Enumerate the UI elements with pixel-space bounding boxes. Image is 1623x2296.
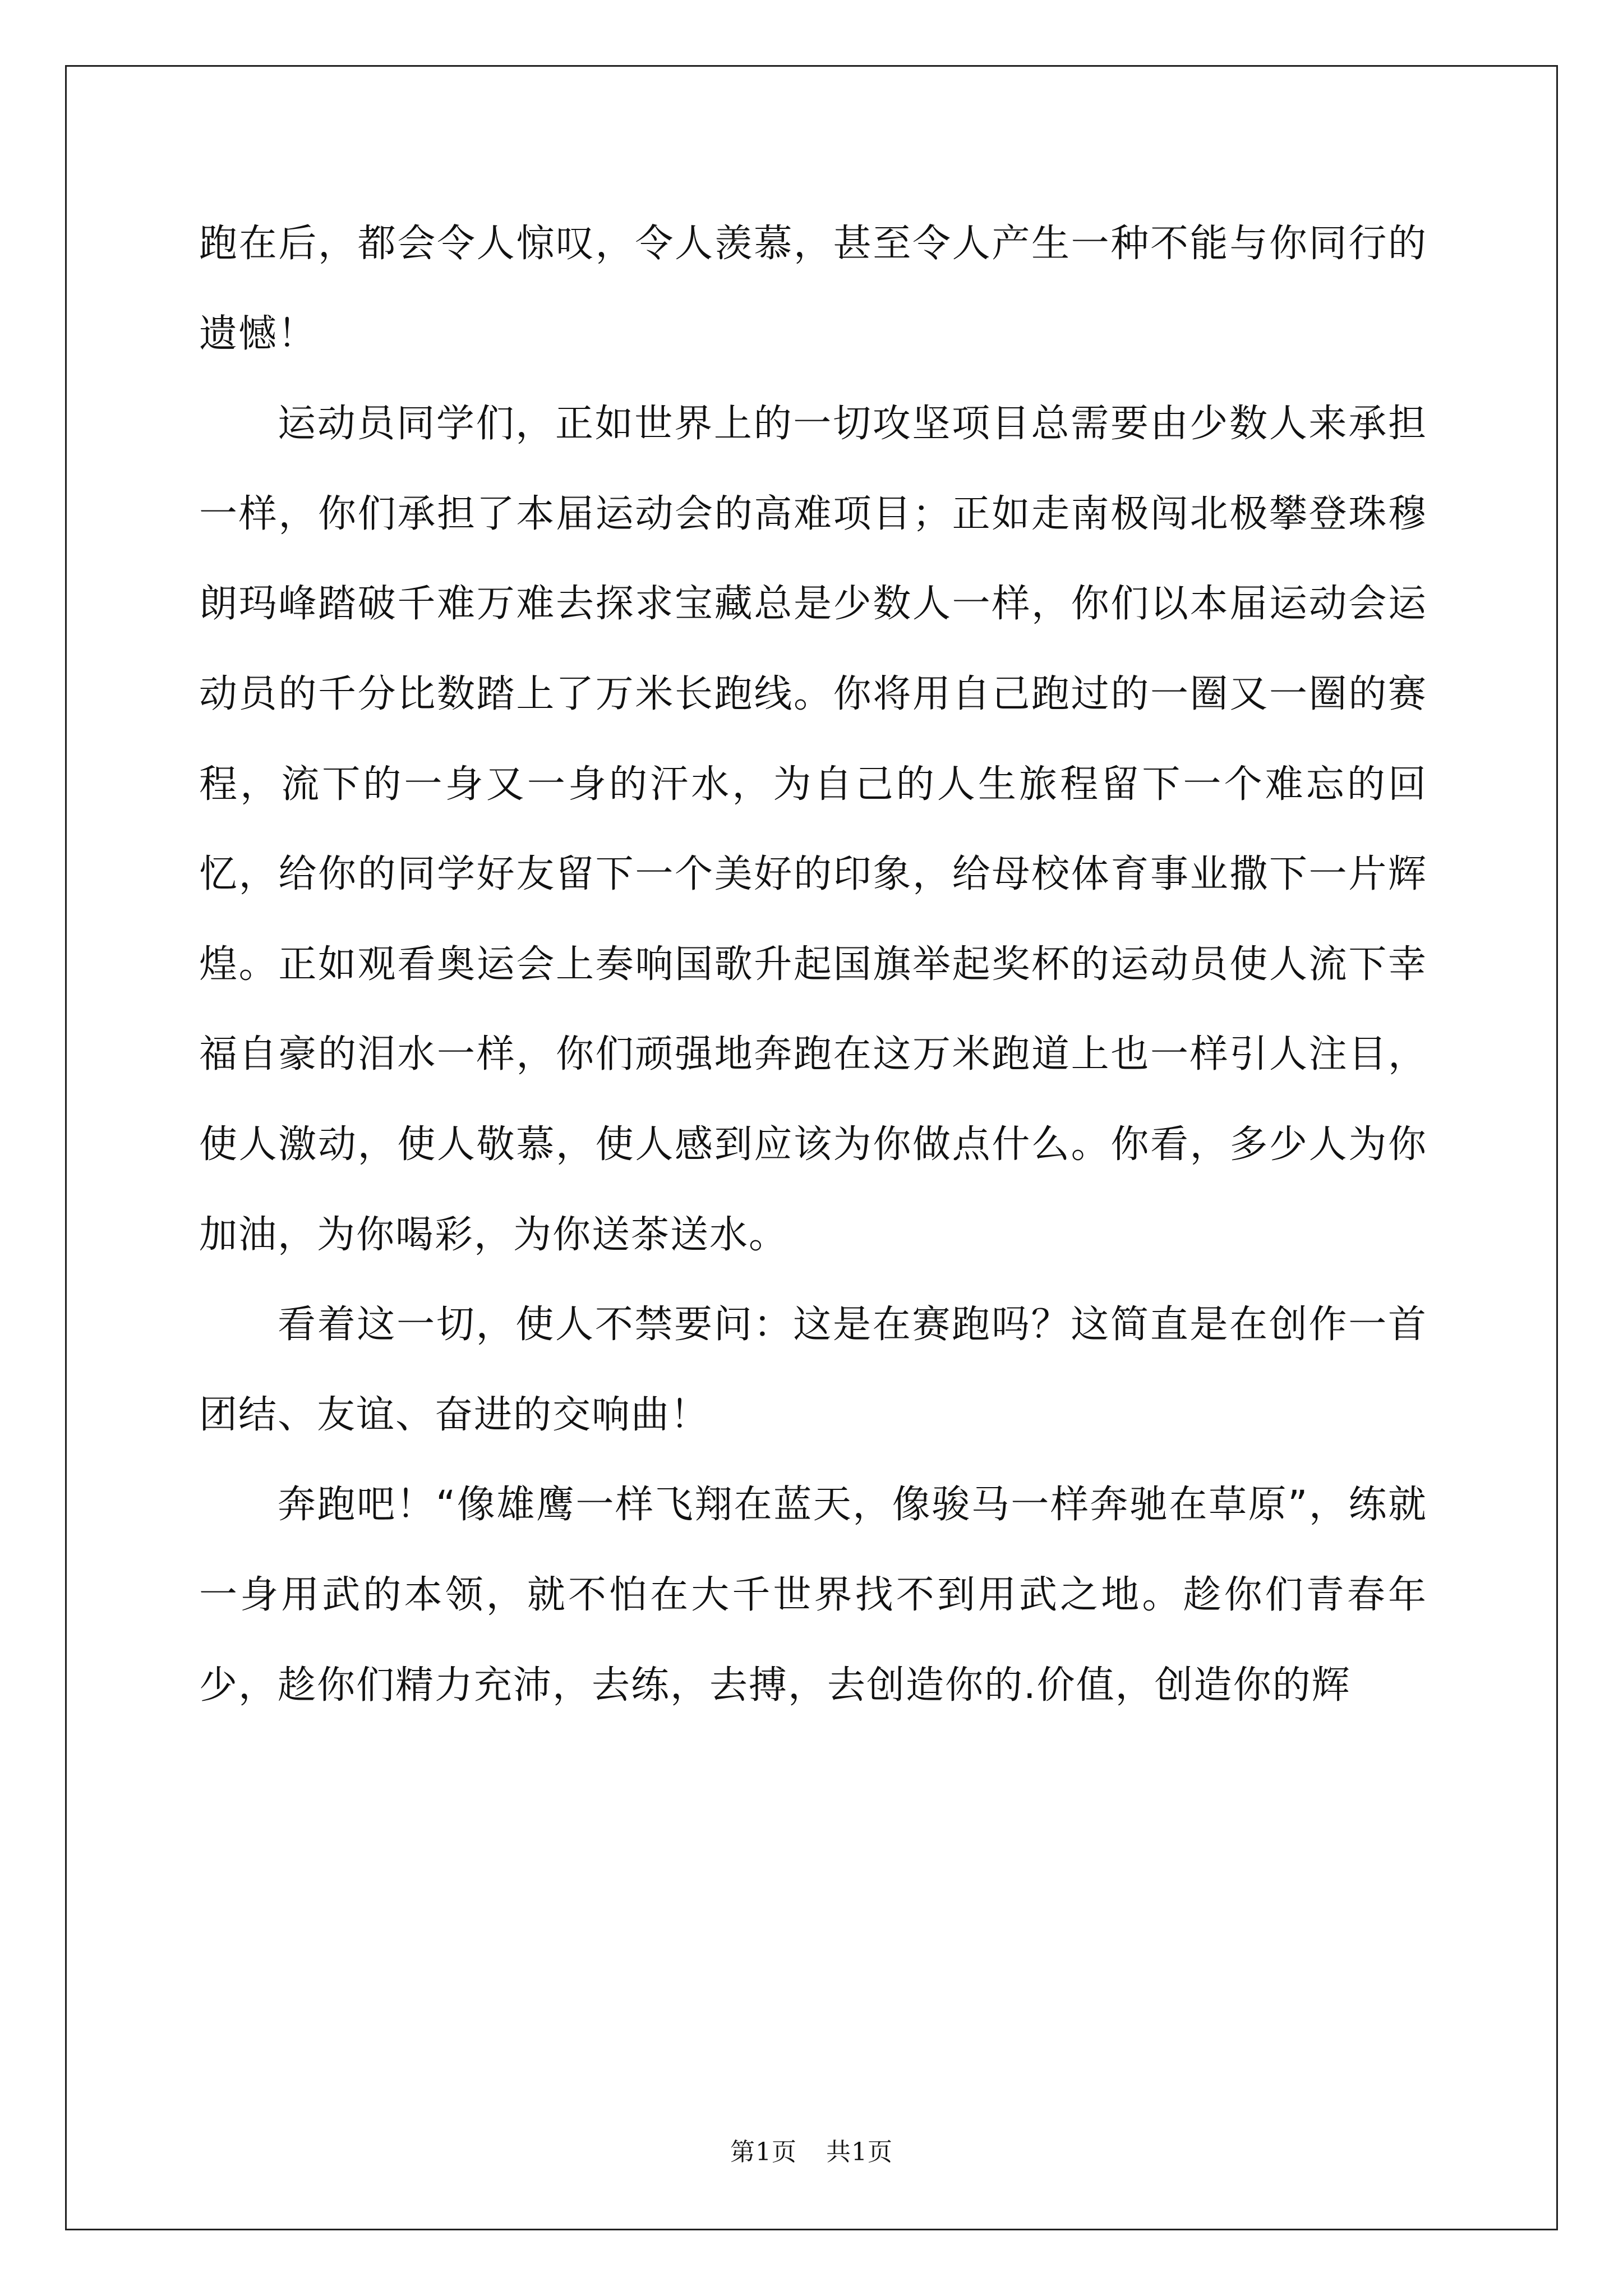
paragraph-3: 看着这一切，使人不禁要问：这是在赛跑吗？这简直是在创作一首团结、友谊、奋进的交响曲！	[199, 1303, 1427, 1437]
paragraph-4: 奔跑吧！“像雄鹰一样飞翔在蓝天，像骏马一样奔驰在草原”，练就一身用武的本领，就不怕在大千世界找不到用武之地。趁你们青春年少，趁你们精力充沛，去练，去搏，去创造你的.价值，创造你的辉	[199, 1483, 1427, 1708]
page-footer	[0, 2132, 1623, 2168]
page-total: 共1页	[826, 2138, 893, 2166]
page-number: 第1页	[730, 2138, 797, 2166]
paragraph-1: 跑在后，都会令人惊叹，令人羡慕，甚至令人产生一种不能与你同行的遗憾！	[199, 222, 1427, 356]
paragraph-2: 运动员同学们，正如世界上的一切攻坚项目总需要由少数人来承担一样，你们承担了本届运动会的高难项目；正如走南极闯北极攀登珠穆朗玛峰踏破千难万难去探求宝藏总是少数人一样，你们以本届运动会运动员的千分比数踏上了万米长跑线。你将用自己跑过的一圈又一圈的赛程，流下的一身又一身的汗水，为自己的人生旅程留下一个难忘的回忆，给你的同学好友留下一个美好的印象，给母校体育事业撒下一片辉煌。正如观看奥运会上奏响国歌升起国旗举起奖杯的运动员使人流下幸福自豪的泪水一样，你们顽强地奔跑在这万米跑道上也一样引人注目，使人激动，使人敬慕，使人感到应该为你做点什么。你看，多少人为你加油，为你喝彩，为你送茶送水。	[199, 402, 1427, 1257]
document-body	[199, 199, 1427, 1731]
